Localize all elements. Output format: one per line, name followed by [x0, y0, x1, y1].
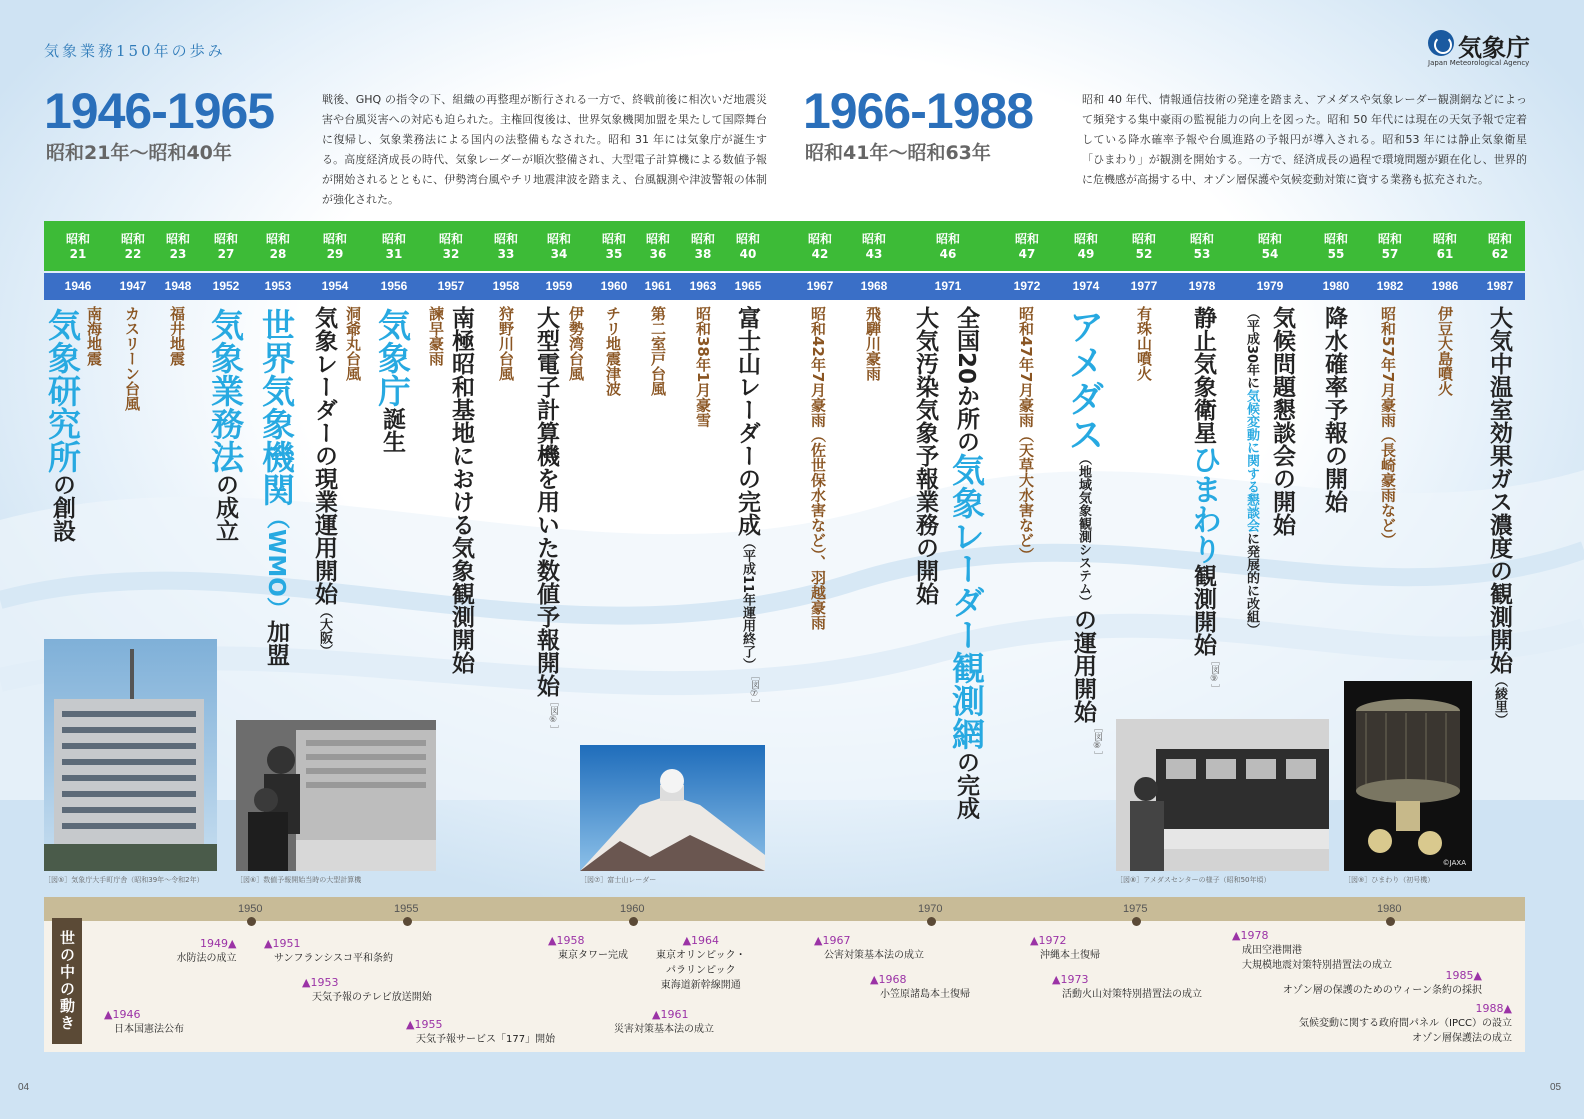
year-label-1953: 1953 — [264, 279, 292, 293]
event-1974-note: （地域気象観測システム） — [1076, 452, 1091, 608]
event-1979: 気候問題懇談会の開始 — [1269, 306, 1295, 536]
event-1971-suffix: の完成 — [953, 750, 979, 820]
event-1965-figref: ［図⑦］ — [749, 671, 759, 709]
event-1965-text: 富士山レーダーの完成 — [734, 306, 760, 536]
showa-label-1956 — [372, 232, 416, 262]
showa-era-word: 昭和 — [1257, 232, 1282, 246]
showa-label-1987 — [1478, 232, 1522, 262]
right-period-intro: 昭和 40 年代、情報通信技術の発達を踏まえ、アメダスや気象レーダー観測網などによって頻発する集中豪雨の監視能力の向上を図った。昭和 50 年代には現在の天気予報で定着している降水確率予報や台風進路の予報円が導入される。昭和53 年には静止気象衛星「ひまわり」が観測を開始する。一方で、経済成長の過程で環境問題が顕在化し、世界的に危機感が高揚する中、オゾン層保護や気候変動対策に資する業務も拡充された。 — [1082, 93, 1527, 186]
event-1974-text: の運用開始 — [1070, 608, 1096, 723]
showa-era-word: 昭和 — [438, 232, 463, 246]
showa-year-number: 61 — [1436, 247, 1454, 261]
showa-era-word: 昭和 — [65, 232, 90, 246]
event-1954 — [312, 306, 335, 657]
year-label-1960: 1960 — [600, 279, 628, 293]
showa-label-1967 — [798, 232, 842, 262]
showa-era-word: 昭和 — [1323, 232, 1348, 246]
fig7-caption: ［図⑦］富士山レーダー — [580, 876, 657, 884]
year-label-1954: 1954 — [321, 279, 349, 293]
event-1953 — [257, 308, 296, 666]
event-1972: 昭和47年7月豪雨（天草大水害など） — [1017, 306, 1035, 563]
showa-year-number: 62 — [1491, 247, 1509, 261]
world-tick-1960: 1960 — [620, 903, 645, 915]
event-1968: 飛騨川豪雨 — [864, 306, 882, 381]
showa-label-1954 — [313, 232, 357, 262]
event-1967: 昭和42年7月豪雨（佐世保水害など）、羽越豪雨 — [809, 306, 827, 630]
event-1959-disaster: 伊勢湾台風 — [567, 306, 585, 381]
event-1947: カスリーン台風 — [123, 306, 141, 411]
event-1953-text: 加盟 — [263, 619, 289, 666]
event-1948: 福井地震 — [168, 306, 186, 366]
event-1971-prefix: 全国20か所の — [953, 306, 979, 454]
showa-year-number: 40 — [739, 247, 757, 261]
showa-era-word: 昭和 — [807, 232, 832, 246]
event-1954-disaster: 洞爺丸台風 — [344, 306, 362, 381]
showa-era-word: 昭和 — [1377, 232, 1402, 246]
jaxa-credit: ©JAXA — [1442, 859, 1466, 867]
showa-label-1959 — [537, 232, 581, 262]
event-1946 — [43, 308, 82, 542]
year-label-1957: 1957 — [437, 279, 465, 293]
event-1961: 第二室戸台風 — [649, 306, 667, 396]
showa-label-1982 — [1368, 232, 1412, 262]
showa-year-number: 47 — [1018, 247, 1036, 261]
showa-year-number: 57 — [1381, 247, 1399, 261]
showa-era-word: 昭和 — [935, 232, 960, 246]
year-label-1968: 1968 — [860, 279, 888, 293]
world-event-1961: ▲1961 災害対策基本法の成立 — [614, 1008, 714, 1035]
showa-year-number: 43 — [865, 247, 883, 261]
showa-era-word: 昭和 — [1189, 232, 1214, 246]
showa-era-word: 昭和 — [381, 232, 406, 246]
showa-label-1957 — [429, 232, 473, 262]
showa-label-1947 — [111, 232, 155, 262]
event-1957: 南極昭和基地における気象観測開始 — [448, 306, 474, 674]
year-label-1965: 1965 — [734, 279, 762, 293]
left-period-intro: 戦後、GHQ の指令の下、組織の再整理が断行される一方で、終戦前後に相次いだ地震災害や台風災害への対応も迫られた。主権回復後は、世界気象機関加盟を果たして国際舞台に復帰し、気象業務法による国内の法整備もなされた。昭和 31 年には気象庁が誕生する。高度経済成長の時代、気象レーダーが順次整備され、大型電子計算機による数値予報が開始されるとともに、伊勢湾台風やチリ地震津波を踏まえ、台風観測や津波警報の体制が強化された。 — [322, 93, 767, 206]
year-label-1980: 1980 — [1322, 279, 1350, 293]
fig8-caption: ［図⑧］アメダスセンターの様子（昭和50年頃） — [1116, 876, 1271, 884]
world-tick-1950: 1950 — [238, 903, 263, 915]
event-1978-prefix: 静止気象衛星 — [1190, 306, 1216, 444]
fig5-caption: ［図⑤］気象庁大手町庁舎（昭和39年～令和2年） — [44, 876, 204, 884]
showa-era-word: 昭和 — [1487, 232, 1512, 246]
year-label-1947: 1947 — [119, 279, 147, 293]
photo-jma-building — [44, 639, 217, 871]
page-number-left: 04 — [18, 1082, 30, 1093]
showa-label-1986 — [1423, 232, 1467, 262]
showa-label-1960 — [592, 232, 636, 262]
showa-label-1971 — [926, 232, 970, 262]
event-1954-note: （大阪） — [317, 605, 332, 657]
photo-himawari — [1344, 681, 1472, 871]
showa-year-number: 35 — [605, 247, 623, 261]
event-1953-highlight: 世界気象機関 — [257, 308, 296, 506]
showa-label-1952 — [204, 232, 248, 262]
showa-label-1961 — [636, 232, 680, 262]
showa-label-1965 — [726, 232, 770, 262]
left-period-era: 昭和21年～昭和40年 — [46, 142, 232, 164]
year-label-1959: 1959 — [545, 279, 573, 293]
world-event-1949: 1949▲ 水防法の成立 — [176, 937, 237, 964]
showa-label-1972 — [1005, 232, 1049, 262]
world-event-1978: ▲1978 成田空港開港 大規模地震対策特別措置法の成立 — [1232, 929, 1392, 971]
event-1974 — [1063, 308, 1104, 760]
world-dot-1955 — [403, 917, 412, 926]
event-1982: 昭和57年7月豪雨（長崎豪雨など） — [1379, 306, 1397, 548]
showa-year-number: 53 — [1193, 247, 1211, 261]
showa-era-word: 昭和 — [601, 232, 626, 246]
showa-year-number: 32 — [442, 247, 460, 261]
world-event-1964: ▲1964 東京オリンピック・ パラリンピック 東海道新幹線開通 — [656, 934, 746, 991]
showa-year-number: 27 — [217, 247, 235, 261]
year-label-1952: 1952 — [212, 279, 240, 293]
showa-year-number: 21 — [69, 247, 87, 261]
world-dot-1960 — [629, 917, 638, 926]
year-label-1956: 1956 — [380, 279, 408, 293]
showa-era-word: 昭和 — [1073, 232, 1098, 246]
event-1978-figref: ［図⑨］ — [1209, 656, 1219, 693]
year-label-1987: 1987 — [1486, 279, 1514, 293]
showa-label-1958 — [484, 232, 528, 262]
year-label-1961: 1961 — [644, 279, 672, 293]
year-label-1967: 1967 — [806, 279, 834, 293]
showa-era-word: 昭和 — [546, 232, 571, 246]
world-dot-1950 — [247, 917, 256, 926]
world-events-label: 世の中の動き — [52, 918, 82, 1044]
event-1952-highlight: 気象業務法 — [206, 308, 245, 473]
world-event-1973: ▲1973 活動火山対策特別措置法の成立 — [1052, 973, 1202, 1000]
year-label-1977: 1977 — [1130, 279, 1158, 293]
world-dot-1975 — [1132, 917, 1141, 926]
year-label-1963: 1963 — [689, 279, 717, 293]
event-1979-note — [1245, 306, 1258, 636]
event-1979-note-b: に発展的に改組） — [1244, 532, 1259, 637]
world-event-1972: ▲1972 沖縄本土復帰 — [1030, 934, 1100, 961]
world-event-1958: ▲1958 東京タワー完成 — [548, 934, 628, 961]
showa-era-word: 昭和 — [165, 232, 190, 246]
showa-year-number: 23 — [169, 247, 187, 261]
world-tick-1955: 1955 — [394, 903, 419, 915]
event-1974-highlight: アメダス — [1063, 308, 1104, 452]
left-period-years: 1946-1965 — [44, 83, 275, 139]
showa-label-1980 — [1314, 232, 1358, 262]
showa-era-word: 昭和 — [1432, 232, 1457, 246]
event-1952 — [206, 308, 245, 542]
event-1987-note: （綾里） — [1492, 674, 1507, 726]
showa-era-word: 昭和 — [120, 232, 145, 246]
showa-era-word: 昭和 — [645, 232, 670, 246]
world-tick-1975: 1975 — [1123, 903, 1148, 915]
event-1946-text: の創設 — [49, 473, 75, 542]
showa-label-1968 — [852, 232, 896, 262]
event-1971-highlight: 気象レーダー観測網 — [947, 453, 986, 751]
world-tick-1980: 1980 — [1377, 903, 1402, 915]
jma-emblem-icon — [1428, 30, 1454, 56]
logo-english: Japan Meteorological Agency — [1428, 59, 1530, 67]
showa-year-number: 31 — [385, 247, 403, 261]
world-event-1946: ▲1946 日本国憲法公布 — [104, 1008, 184, 1035]
event-1979-note-hl: 気候変動に関する懇談会 — [1244, 389, 1259, 533]
event-1974-figref: ［図⑧］ — [1092, 723, 1102, 760]
showa-year-number: 36 — [649, 247, 667, 261]
world-event-1951: ▲1951 サンフランシスコ平和条約 — [264, 937, 393, 964]
showa-year-number: 29 — [326, 247, 344, 261]
event-1971-b — [947, 306, 986, 820]
year-label-1982: 1982 — [1376, 279, 1404, 293]
showa-era-word: 昭和 — [1131, 232, 1156, 246]
event-1987-text: 大気中温室効果ガス濃度の観測開始 — [1486, 306, 1512, 674]
world-event-1953: ▲1953 天気予報のテレビ放送開始 — [302, 976, 432, 1003]
event-1946-disaster: 南海地震 — [85, 306, 103, 366]
showa-era-word: 昭和 — [690, 232, 715, 246]
page-number-right: 05 — [1550, 1082, 1562, 1093]
world-event-1988: 1988▲ 気候変動に関する政府間パネル（IPCC）の設立 オゾン層保護法の成立 — [1299, 1002, 1512, 1044]
showa-era-word: 昭和 — [493, 232, 518, 246]
showa-era-word: 昭和 — [735, 232, 760, 246]
world-years-bar — [44, 897, 1525, 921]
event-1953-wmo: （WMO） — [263, 506, 289, 620]
event-1965 — [734, 306, 760, 709]
world-dot-1970 — [927, 917, 936, 926]
year-label-1979: 1979 — [1256, 279, 1284, 293]
year-label-1948: 1948 — [164, 279, 192, 293]
year-label-1972: 1972 — [1013, 279, 1041, 293]
photo-amedas-center — [1116, 719, 1329, 871]
world-tick-1970: 1970 — [918, 903, 943, 915]
showa-year-number: 46 — [939, 247, 957, 261]
event-1987 — [1487, 306, 1510, 726]
showa-label-1953 — [256, 232, 300, 262]
series-title: 気象業務150年の歩み — [44, 42, 226, 60]
showa-label-1974 — [1064, 232, 1108, 262]
showa-label-1977 — [1122, 232, 1166, 262]
showa-year-number: 33 — [497, 247, 515, 261]
photo-fuji-radar — [580, 745, 765, 871]
year-label-1946: 1946 — [64, 279, 92, 293]
event-1965-note: （平成11年運用終了） — [740, 536, 755, 672]
event-1954-text: 気象レーダーの現業運用開始 — [311, 306, 337, 605]
event-1952-text: の成立 — [212, 473, 238, 542]
showa-year-number: 52 — [1135, 247, 1153, 261]
fig9-caption: ［図⑨］ひまわり（初号機） — [1344, 876, 1435, 884]
fig6-caption: ［図⑥］数値予報開始当時の大型計算機 — [236, 876, 362, 884]
year-label-1971: 1971 — [934, 279, 962, 293]
jma-logo — [1428, 28, 1548, 72]
event-1956-text: 誕生 — [379, 407, 405, 453]
showa-year-number: 34 — [550, 247, 568, 261]
showa-year-number: 38 — [694, 247, 712, 261]
year-label-1978: 1978 — [1188, 279, 1216, 293]
showa-label-1979 — [1248, 232, 1292, 262]
event-1978-text: 観測開始 — [1190, 564, 1216, 656]
event-1978-highlight: ひまわり — [1186, 444, 1221, 564]
event-1960: チリ地震津波 — [604, 306, 622, 396]
right-period-years: 1966-1988 — [803, 83, 1034, 139]
event-1946-highlight: 気象研究所 — [43, 308, 82, 473]
showa-year-number: 42 — [811, 247, 829, 261]
showa-label-1963 — [681, 232, 725, 262]
event-1956 — [373, 308, 412, 453]
right-period-era: 昭和41年～昭和63年 — [805, 142, 991, 164]
event-1956-highlight: 気象庁 — [373, 308, 412, 407]
year-label-1974: 1974 — [1072, 279, 1100, 293]
event-1986: 伊豆大島噴火 — [1436, 306, 1454, 396]
event-1957-disaster: 諫早豪雨 — [427, 306, 445, 366]
showa-year-number: 54 — [1261, 247, 1279, 261]
showa-year-number: 49 — [1077, 247, 1095, 261]
event-1978 — [1186, 306, 1221, 693]
event-1971-a: 大気汚染気象予報業務の開始 — [912, 306, 938, 605]
showa-era-word: 昭和 — [265, 232, 290, 246]
event-1959 — [533, 306, 559, 734]
world-event-1985: 1985▲ オゾン層の保護のためのウィーン条約の採択 — [1282, 969, 1482, 996]
showa-era-word: 昭和 — [1014, 232, 1039, 246]
showa-label-1948 — [156, 232, 200, 262]
event-1959-text: 大型電子計算機を用いた数値予報開始 — [533, 306, 559, 697]
showa-year-number: 22 — [124, 247, 142, 261]
showa-year-number: 55 — [1327, 247, 1345, 261]
year-label-1986: 1986 — [1431, 279, 1459, 293]
event-1979-note-a: （平成30年に — [1244, 306, 1259, 390]
logo-name: 気象庁 — [1458, 34, 1530, 62]
event-1980: 降水確率予報の開始 — [1321, 306, 1347, 513]
world-event-1967: ▲1967 公害対策基本法の成立 — [814, 934, 924, 961]
event-1963: 昭和38年1月豪雪 — [694, 306, 712, 428]
showa-era-word: 昭和 — [861, 232, 886, 246]
showa-label-1946 — [56, 232, 100, 262]
event-1958: 狩野川台風 — [497, 306, 515, 381]
showa-label-1978 — [1180, 232, 1224, 262]
showa-year-number: 28 — [269, 247, 287, 261]
event-1959-figref: ［図⑥］ — [548, 697, 558, 734]
showa-era-word: 昭和 — [213, 232, 238, 246]
showa-era-word: 昭和 — [322, 232, 347, 246]
year-label-1958: 1958 — [492, 279, 520, 293]
world-dot-1980 — [1386, 917, 1395, 926]
event-1977: 有珠山噴火 — [1135, 306, 1153, 381]
world-event-1968: ▲1968 小笠原諸島本土復帰 — [870, 973, 970, 1000]
world-event-1955: ▲1955 天気予報サービス「177」開始 — [406, 1018, 556, 1045]
photo-computer — [236, 720, 436, 871]
